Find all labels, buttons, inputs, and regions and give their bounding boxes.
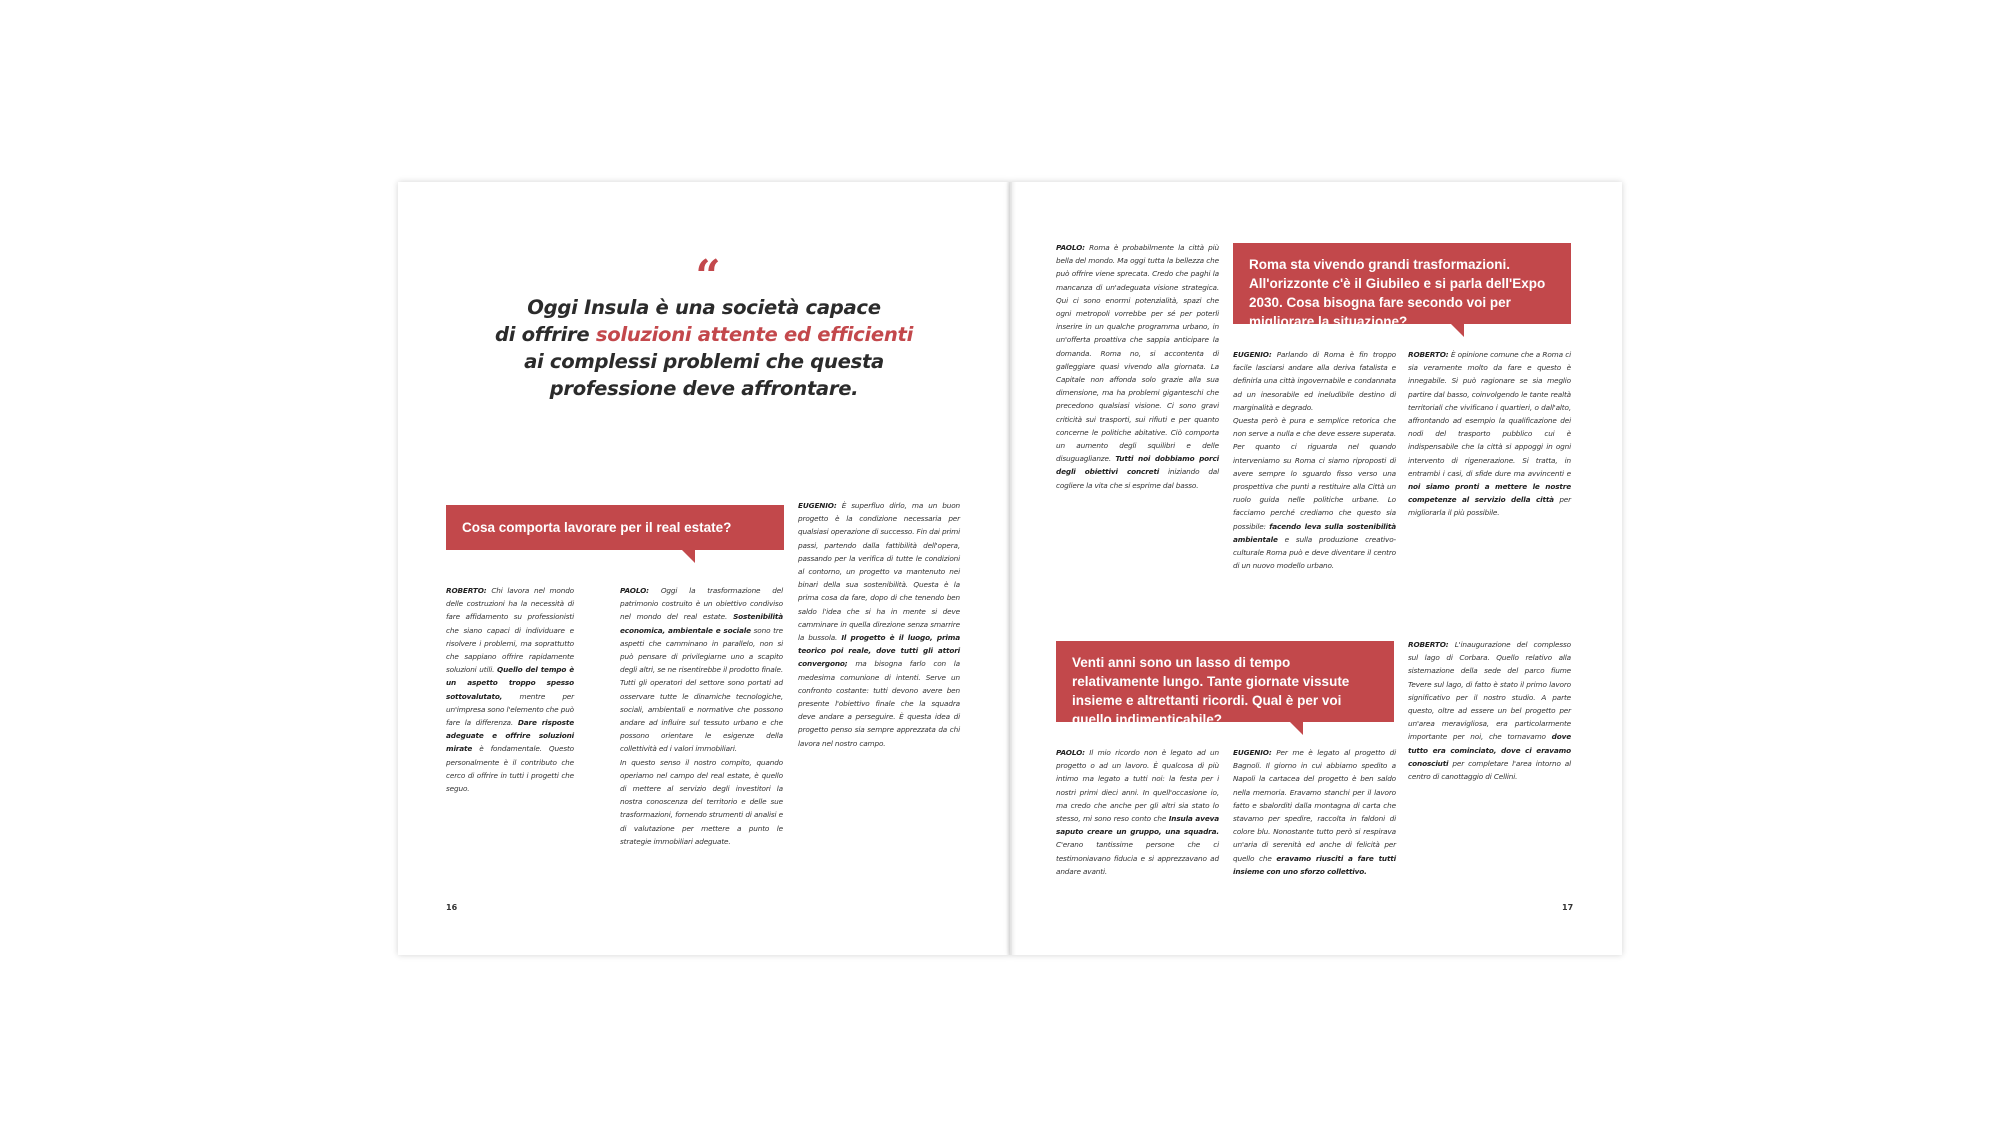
- pull-quote-line: di offrire soluzioni attente ed efficienti: [494, 323, 913, 346]
- pull-quote: [484, 294, 924, 402]
- page-number: 16: [446, 903, 458, 912]
- pull-quote-line: Oggi Insula è una società capace: [527, 296, 881, 319]
- speaker-name: EUGENIO:: [798, 501, 837, 510]
- speaker-name: EUGENIO:: [1233, 350, 1272, 359]
- answer-eugenio: EUGENIO: È superfluo dirlo, ma un buon progetto è la condizione necessaria per qualsiasi operazione di successo. Fin dai primi passi, partendo dalla fattibilità dell'opera, passando per la verifica di tutte le condizioni al contorno, un progetto va mantenuto nei binari della sua sostenibilità. Questa è la prima cosa da fare, dopo di che tenendo ben saldo l'idea che si ha in mente si deve camminare in quella direzione senza smarrire la bussola. Il progetto è il luogo, prima teorico poi reale, dove tutti gli attori convergono; ma bisogna farlo con la medesima comunione di intenti. Serve un confronto costante: tutti devono avere ben presente l'obiettivo finale che la squadra deve andare a perseguire. È questa idea di progetto penso sia sempre apprezzata da chi lavora nel nostro campo.: [798, 501, 961, 748]
- answer-eugenio: EUGENIO: Per me è legato al progetto di Bagnoli. Il giorno in cui abbiamo spedito a Napoli la cartacea del progetto è ben saldo nella memoria. Eravamo stanchi per il lavoro fatto e sbalorditi dalla montagna di carta che stavamo per spedire, raccolta in faldoni di colore blu. Nonostante tutto però si respirava un'aria di serenità ed anche di felicità per quello che eravamo riusciti a fare tutti insieme con uno sforzo collettivo.: [1233, 748, 1396, 876]
- answer-roberto: ROBERTO: È opinione comune che a Roma ci sia veramente molto da fare e questo è innegabile. Si può ragionare se sia meglio partire dal basso, coinvolgendo le tante realtà territoriali che vivificano i quartieri, o dall'alto, affrontando ad esempio la qualificazione dei nodi del trasporto pubblico cui è indispensabile che la città si appoggi in ogni intervento di rigenerazione. Si tratta, in entrambi i casi, di sfide dure ma avvincenti e noi siamo pronti a mettere le nostre competenze al servizio della città per migliorarla il più possibile.: [1408, 350, 1571, 518]
- pull-quote-highlight: soluzioni attente ed efficienti: [595, 323, 913, 346]
- page-number: 17: [1562, 903, 1574, 912]
- left-page: [398, 182, 1010, 955]
- book-spine: [1006, 182, 1016, 955]
- speaker-name: EUGENIO:: [1233, 748, 1272, 757]
- question-box-ricordi: Venti anni sono un lasso di tempo relativamente lungo. Tante giornate vissute insieme e altrettanti ricordi. Qual è per voi quello indimenticabile?: [1056, 641, 1394, 722]
- speaker-name: PAOLO:: [620, 586, 649, 595]
- answer-paolo: PAOLO: Il mio ricordo non è legato ad un progetto o ad un lavoro. È qualcosa di più intimo ma legato a tutti noi: la festa per i nostri primi dieci anni. In quell'occasione io, ma credo che anche per gli altri sia stato lo stesso, mi sono reso conto che Insula aveva saputo creare un gruppo, una squadra. C'erano tantissime persone che ci testimoniavano fiducia e si apprezzavano ad andare avanti.: [1056, 748, 1219, 876]
- answer-roberto: ROBERTO: L'inaugurazione del complesso sul lago di Corbara. Quello relativo alla sistemazione della sede del parco fiume Tevere sul lago, di fatto è stato il primo lavoro significativo per il nostro studio. A parte questo, oltre ad essere un bel progetto per un'area meravigliosa, era particolarmente importante per noi, che tornavamo dove tutto era cominciato, dove ci eravamo conosciuti per completare l'area intorno al centro di canottaggio di Cellini.: [1408, 640, 1571, 782]
- quote-mark-icon: “: [695, 251, 721, 302]
- right-page: [1010, 182, 1622, 955]
- question-box-roma: Roma sta vivendo grandi trasformazioni. All'orizzonte c'è il Giubileo e si parla dell'Expo 2030. Cosa bisogna fare secondo voi per migliorare la situazione?: [1233, 243, 1571, 324]
- answer-roberto: ROBERTO: Chi lavora nel mondo delle costruzioni ha la necessità di fare affidamento su professionisti che siano capaci di individuare e risolvere i problemi, ma soprattutto che sappiano offrire rapidamente soluzioni utili. Quello del tempo è un aspetto troppo spesso sottovalutato, mentre per un'impresa sono l'elemento che può fare la differenza. Dare risposte adeguate e offrire soluzioni mirate è fondamentale. Questo personalmente è il contributo che cerco di offrire in tutti i progetti che seguo.: [446, 586, 574, 794]
- pull-quote-line: professione deve affrontare.: [549, 377, 859, 400]
- speaker-name: ROBERTO:: [1408, 640, 1449, 649]
- speaker-name: PAOLO:: [1056, 243, 1085, 252]
- answer-eugenio: EUGENIO: Parlando di Roma è fin troppo facile lasciarsi andare alla deriva fatalista e definirla una città ingovernabile e condannata ad un inesorabile ed ineludibile destino di marginalità e degrado. Questa però è pura e semplice retorica che non serve a nulla e che deve essere superata. Per quanto ci riguarda nel quando interveniamo su Roma ci siamo riproposti di avere sempre lo sguardo fisso verso una prospettiva che punti a restituire alla Città un ruolo guida nelle politiche urbane. Lo facciamo perché crediamo che questo sia possibile: facendo leva sulla sostenibilità ambientale e sulla produzione creativo-culturale Roma può e deve diventare il centro di un nuovo modello urbano.: [1233, 350, 1396, 571]
- speaker-name: PAOLO:: [1056, 748, 1085, 757]
- speaker-name: ROBERTO:: [446, 586, 487, 595]
- pull-quote-line: ai complessi problemi che questa: [524, 350, 884, 373]
- speaker-name: ROBERTO:: [1408, 350, 1449, 359]
- answer-paolo: PAOLO: Oggi la trasformazione del patrimonio costruito è un obiettivo condiviso nel mondo del real estate. Sostenibilità economica, ambientale e sociale sono tre aspetti che camminano in parallelo, non si può pensare di privilegiarne uno a scapito degli altri, se ne risentirebbe il prodotto finale. Tutti gli operatori del settore sono portati ad osservare tutte le dinamiche tecnologiche, sociali, ambientali e normative che possono andare ad influire sul tessuto urbano e che possono orientare le esigenze della collettività ed i valori immobiliari. In questo senso il nostro compito, quando operiamo nel campo del real estate, è quello di mettere al servizio degli investitori la nostra conoscenza del territorio e delle sue trasformazioni, fornendo strumenti di analisi e di valutazione per mettere a punto le strategie immobiliari adeguate.: [620, 586, 784, 846]
- question-box-real-estate: Cosa comporta lavorare per il real estate?: [446, 505, 784, 550]
- answer-paolo: PAOLO: Roma è probabilmente la città più bella del mondo. Ma oggi tutta la bellezza che può offrire viene sprecata. Credo che paghi la mancanza di un'adeguata visione strategica. Qui ci sono enormi potenzialità, spazi che ogni metropoli vorrebbe per sé per poterli inserire in un qualche programma urbano, in un'offerta proattiva che sappia anticipare la domanda. Roma no, si accontenta di galleggiare quasi vivendo alla giornata. La Capitale non affonda solo grazie alla sua dimensione, ma ha problemi giganteschi che precedono qualsiasi visione. Ci sono gravi criticità sui trasporti, sui rifiuti e per quanto concerne le politiche abitative. Ciò comporta un aumento degli squilibri e delle disuguaglianze. Tutti noi dobbiamo porci degli obiettivi concreti iniziando dal cogliere la vita che si esprime dal basso.: [1056, 243, 1220, 490]
